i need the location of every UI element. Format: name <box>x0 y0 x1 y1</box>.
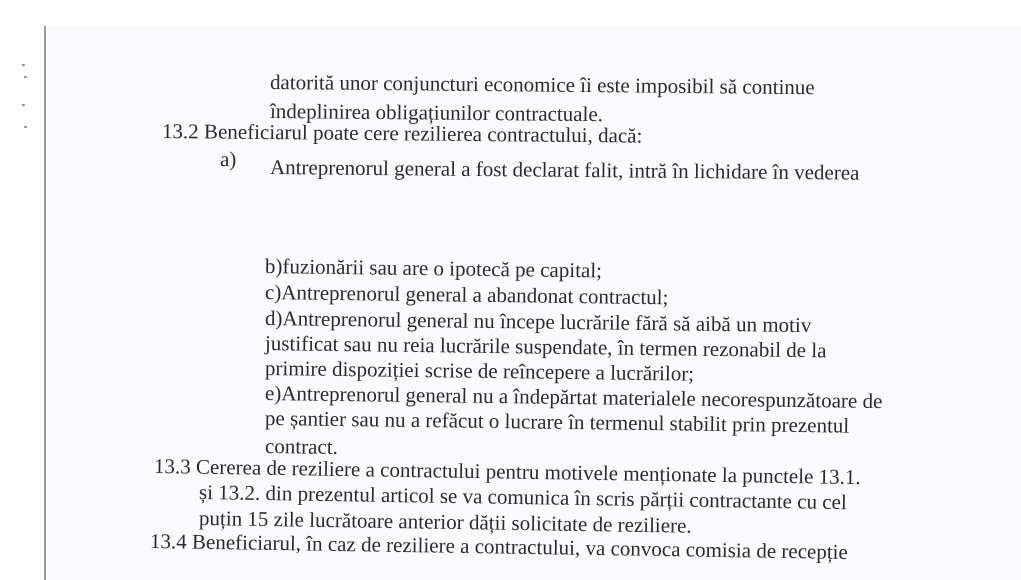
list-item: e)Antreprenorul general nu a îndepărtat materialele necorespunzătoare de <box>264 381 883 414</box>
text-line: primire dispoziției scrise de reîncepere a lucrărilor; <box>264 356 695 386</box>
document-page <box>44 26 1021 580</box>
section-heading: 13.4 Beneficiarul, în caz de reziliere a contractului, va convoca comisia de recepție <box>149 529 849 564</box>
list-item: d)Antreprenorul general nu începe lucrările fără să aibă un motiv <box>264 306 812 338</box>
text-line: Antreprenorul general a fost declarat falit, intră în lichidare în vederea <box>269 155 860 185</box>
text-line: pe șantier sau nu a refăcut o lucrare în termenul stabilit prin prezentul <box>264 406 850 438</box>
text-line: îndeplinirea obligațiunilor contractuale. <box>269 99 604 127</box>
text-line: contract. <box>264 434 339 459</box>
scan-top-margin <box>0 0 1021 26</box>
list-item: b)fuzionării sau are o ipotecă pe capital; <box>264 254 603 283</box>
scan-speck <box>24 126 27 128</box>
section-heading: 13.3 Cererea de reziliere a contractului pentru motivele menționate la punctele 13.1. <box>153 454 861 490</box>
text-line: puțin 15 zile lucrătoare anterior dății solicitate de reziliere. <box>198 506 692 538</box>
scan-speck <box>22 104 25 106</box>
list-item: c)Antreprenorul general a abandonat contractul; <box>264 280 669 310</box>
text-line: și 13.2. din prezentul articol se va comunica în scris părții contractante cu cel <box>198 480 847 515</box>
text-line: datorită unor conjuncturi economice îi este imposibil să continue <box>269 70 815 100</box>
scan-speck <box>22 64 25 66</box>
list-marker: a) <box>219 147 237 172</box>
scan-speck <box>24 76 27 78</box>
text-line: justificat sau nu reia lucrările suspendate, în termen rezonabil de la <box>264 331 827 363</box>
scan-left-margin <box>0 26 44 580</box>
section-heading: 13.2 Beneficiarul poate cere rezilierea contractului, dacă: <box>161 119 643 148</box>
